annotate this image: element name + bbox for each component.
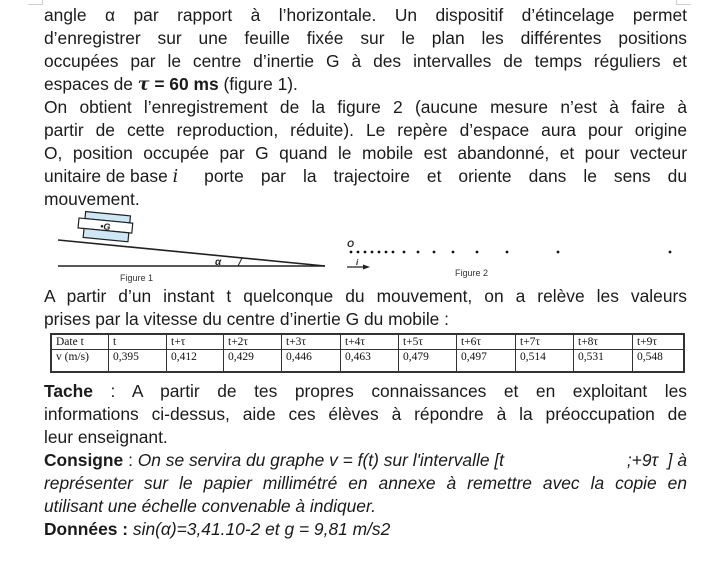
unit-vector-symbol: i: [172, 167, 179, 187]
table-cell: t+9τ: [633, 334, 685, 350]
text-line: On obtient l’enregistrement de la figure 2 (aucune mesure n’est à faire à: [44, 97, 687, 117]
text-line: représenter sur le papier millimétré en annexe à remettre avec la copie en: [44, 473, 687, 493]
spark-dot: [357, 251, 360, 254]
table-cell: v (m/s): [51, 350, 109, 373]
figure-1-caption: Figure 1: [120, 273, 154, 283]
table-cell: t+4τ: [341, 334, 399, 350]
table-cell: Date t: [51, 334, 109, 350]
paragraph-setup: [44, 4, 687, 96]
text-fragment: porte par la trajectoire et oriente dans le sens du: [204, 166, 687, 186]
figure-2-caption: Figure 2: [455, 268, 489, 278]
text-line: [44, 518, 687, 541]
text-line: prises par la vitesse du centre d’inertie G du mobile :: [44, 309, 450, 329]
text-line: partir de cette reproduction, réduite). Le repère d’espace aura pour origine: [44, 120, 687, 140]
figures-area: [0, 210, 720, 285]
table-cell: t+8τ: [574, 334, 633, 350]
spark-dot: [392, 251, 395, 254]
text-line: [44, 73, 687, 96]
tau-symbol: τ: [137, 75, 150, 95]
text-line: informations ci-dessus, aide ces élèves à répondre à la préoccupation de: [44, 404, 687, 424]
spark-dot: [350, 251, 353, 254]
spark-dot: [378, 251, 381, 254]
spark-dot: [403, 251, 406, 254]
spark-dot: [476, 251, 479, 254]
data-label: Données :: [44, 519, 133, 539]
table-cell: 0,497: [457, 350, 516, 373]
center-of-inertia-label: •G: [99, 221, 111, 233]
table-cell: t: [109, 334, 167, 350]
table-row-dates: [51, 334, 684, 350]
figure-2-recording: [347, 239, 671, 278]
text-line: [44, 380, 687, 403]
spark-dot: [506, 251, 509, 254]
text-fragment: unitaire de base: [44, 166, 173, 186]
table-cell: t+5τ: [399, 334, 457, 350]
text-line: [44, 165, 687, 188]
text-fragment: : A partir de tes propres connaissances et en exploitant les: [92, 381, 687, 401]
table-cell: t+2τ: [224, 334, 282, 350]
spark-dot: [433, 251, 436, 254]
inclined-plane-line: [58, 240, 325, 266]
table-cell: 0,548: [633, 350, 685, 373]
text-line: [44, 449, 687, 472]
paragraph-reference-frame: [44, 96, 687, 211]
table-cell: 0,514: [516, 350, 574, 373]
spark-dot: [452, 251, 455, 254]
angle-arc: [238, 258, 242, 266]
paragraph-measurements: [44, 285, 687, 331]
velocity-table: [50, 333, 685, 373]
task-label: Tache: [44, 381, 93, 401]
text-fragment: :: [123, 450, 138, 470]
page-corner-mark-left: [28, 0, 43, 5]
mobile-block: [77, 211, 133, 242]
table-cell: t+6τ: [457, 334, 516, 350]
recorded-positions: [350, 251, 672, 254]
table-cell: 0,412: [167, 350, 224, 373]
table-cell: 0,479: [399, 350, 457, 373]
table-cell: 0,531: [574, 350, 633, 373]
paragraph-instruction: [44, 449, 687, 541]
spark-dot: [364, 251, 367, 254]
table-row-velocities: [51, 350, 684, 373]
text-line: d’enregistrer sur une feuille fixée sur le plan les différentes positions: [44, 28, 687, 48]
table-cell: 0,463: [341, 350, 399, 373]
spark-dot: [669, 251, 672, 254]
table-cell: 0,395: [109, 350, 167, 373]
text-line: leur enseignant.: [44, 427, 168, 447]
text-line: mouvement.: [44, 189, 140, 209]
text-line: O, position occupée par G quand le mobile est abandonné, et pour vecteur: [44, 143, 687, 163]
table-cell: 0,429: [224, 350, 282, 373]
instruction-label: Consigne: [44, 450, 124, 470]
spark-dot: [371, 251, 374, 254]
angle-label: α: [215, 257, 222, 268]
text-fragment: On se servira du graphe v = f(t) sur l'intervalle [t: [137, 450, 504, 470]
text-line: angle α par rapport à l’horizontale. Un dispositif d’étincelage permet: [44, 5, 687, 25]
figure-1-inclined-plane: [58, 211, 325, 283]
text-line: utilisant une échelle convenable à indiquer.: [44, 496, 376, 516]
spark-dot: [557, 251, 560, 254]
text-fragment: (figure 1).: [218, 74, 298, 94]
text-fragment: espaces de: [44, 74, 138, 94]
text-line: A partir d’un instant t quelconque du mouvement, on a relève les valeurs: [44, 286, 687, 306]
data-values: sin(α)=3,41.10-2 et g = 9,81 m/s2: [132, 519, 391, 539]
interval-end: ;+9τ ] à: [626, 450, 687, 470]
unit-vector-label: i: [356, 258, 359, 267]
arrow-head-icon: [363, 265, 370, 270]
spark-dot: [417, 251, 420, 254]
origin-label: O: [347, 239, 355, 249]
table-cell: t+3τ: [282, 334, 341, 350]
time-interval-value: = 60 ms: [149, 74, 219, 94]
table-cell: t+7τ: [516, 334, 574, 350]
spark-dot: [385, 251, 388, 254]
table-cell: 0,446: [282, 350, 341, 373]
paragraph-task: [44, 380, 687, 449]
text-line: occupées par le centre d’inertie G à des intervalles de temps réguliers et: [44, 51, 687, 71]
table-cell: t+τ: [167, 334, 224, 350]
